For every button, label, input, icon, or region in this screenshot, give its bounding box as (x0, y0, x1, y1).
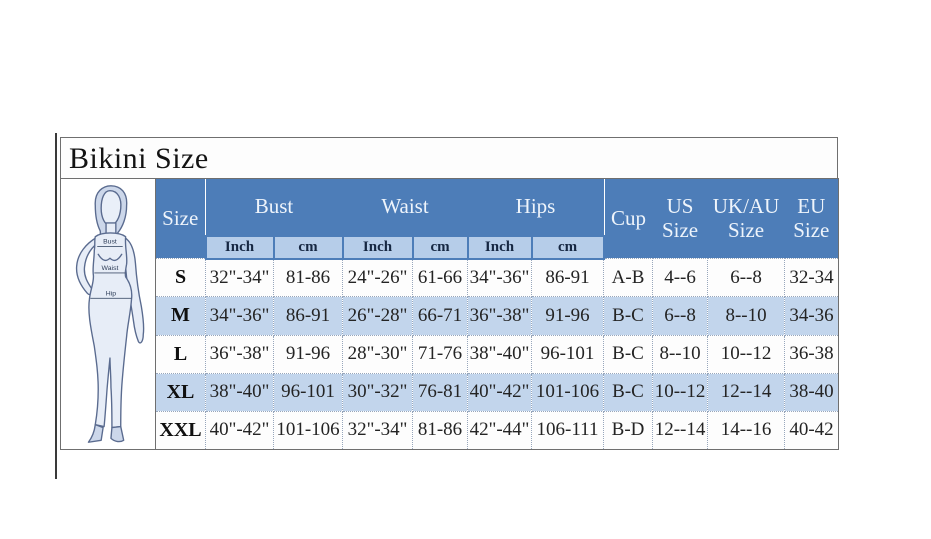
figure-label-hip: Hip (105, 290, 117, 298)
cell-hips-cm: 86-91 (532, 259, 604, 297)
figure-label-bust: Bust (103, 238, 117, 246)
subheader-hips-inch: Inch (468, 236, 532, 259)
col-header-us-size: US Size (653, 179, 708, 259)
cell-ukau-size: 12--14 (708, 373, 785, 411)
col-header-ukau-size: UK/AU Size (708, 179, 785, 259)
cell-us-size: 12--14 (653, 411, 708, 449)
col-header-hips: Hips (468, 179, 604, 236)
cell-ukau-size: 6--8 (708, 259, 785, 297)
cell-cup: B-D (604, 411, 653, 449)
figure-body (89, 233, 132, 428)
figure-face (101, 191, 121, 226)
cell-waist-inch: 26"-28" (343, 297, 413, 335)
cell-us-size: 8--10 (653, 335, 708, 373)
cell-bust-inch: 38"-40" (206, 373, 274, 411)
cell-hips-inch: 38"-40" (468, 335, 532, 373)
cell-hips-inch: 36"-38" (468, 297, 532, 335)
cell-size: S (156, 259, 206, 297)
table-row-xxl (61, 411, 839, 449)
cell-cup: B-C (604, 297, 653, 335)
size-chart-panel (60, 137, 838, 450)
cell-us-size: 10--12 (653, 373, 708, 411)
cell-bust-inch: 32"-34" (206, 259, 274, 297)
table-row-xl (61, 373, 839, 411)
cell-hips-inch: 40"-42" (468, 373, 532, 411)
cell-hips-cm: 96-101 (532, 335, 604, 373)
col-header-waist: Waist (343, 179, 468, 236)
cell-eu-size: 40-42 (785, 411, 839, 449)
bikini-size-table (60, 178, 839, 450)
cell-size: L (156, 335, 206, 373)
col-header-bust: Bust (206, 179, 343, 236)
cell-waist-inch: 28"-30" (343, 335, 413, 373)
subheader-waist-cm: cm (413, 236, 468, 259)
cell-bust-cm: 91-96 (274, 335, 343, 373)
cell-waist-cm: 61-66 (413, 259, 468, 297)
col-header-cup: Cup (604, 179, 653, 259)
left-vertical-line (55, 133, 57, 479)
cell-waist-inch: 30"-32" (343, 373, 413, 411)
subheader-waist-inch: Inch (343, 236, 413, 259)
cell-hips-inch: 34"-36" (468, 259, 532, 297)
cell-eu-size: 38-40 (785, 373, 839, 411)
cell-bust-cm: 96-101 (274, 373, 343, 411)
cell-waist-cm: 81-86 (413, 411, 468, 449)
cell-eu-size: 32-34 (785, 259, 839, 297)
cell-bust-cm: 81-86 (274, 259, 343, 297)
cell-eu-size: 36-38 (785, 335, 839, 373)
table-row-m (61, 297, 839, 335)
subheader-hips-cm: cm (532, 236, 604, 259)
col-header-eu-size: EU Size (785, 179, 839, 259)
cell-waist-cm: 76-81 (413, 373, 468, 411)
figure-label-waist: Waist (101, 264, 119, 272)
subheader-bust-cm: cm (274, 236, 343, 259)
cell-waist-cm: 66-71 (413, 297, 468, 335)
cell-ukau-size: 10--12 (708, 335, 785, 373)
body-measurement-figure (62, 180, 155, 448)
table-row-l (61, 335, 839, 373)
cell-bust-inch: 40"-42" (206, 411, 274, 449)
cell-us-size: 6--8 (653, 297, 708, 335)
cell-hips-cm: 106-111 (532, 411, 604, 449)
cell-bust-cm: 86-91 (274, 297, 343, 335)
figure-foot-right (111, 427, 124, 442)
col-header-size: Size (156, 179, 206, 259)
cell-size: XXL (156, 411, 206, 449)
figure-foot-left (88, 425, 103, 443)
chart-title: Bikini Size (60, 137, 838, 178)
cell-waist-inch: 24"-26" (343, 259, 413, 297)
cell-hips-cm: 101-106 (532, 373, 604, 411)
cell-hips-inch: 42"-44" (468, 411, 532, 449)
cell-bust-inch: 36"-38" (206, 335, 274, 373)
cell-ukau-size: 8--10 (708, 297, 785, 335)
cell-size: M (156, 297, 206, 335)
cell-cup: B-C (604, 373, 653, 411)
cell-hips-cm: 91-96 (532, 297, 604, 335)
cell-bust-cm: 101-106 (274, 411, 343, 449)
cell-cup: B-C (604, 335, 653, 373)
cell-size: XL (156, 373, 206, 411)
cell-waist-inch: 32"-34" (343, 411, 413, 449)
cell-us-size: 4--6 (653, 259, 708, 297)
subheader-bust-inch: Inch (206, 236, 274, 259)
cell-bust-inch: 34"-36" (206, 297, 274, 335)
cell-cup: A-B (604, 259, 653, 297)
cell-eu-size: 34-36 (785, 297, 839, 335)
table-row-s (61, 259, 839, 297)
cell-waist-cm: 71-76 (413, 335, 468, 373)
cell-ukau-size: 14--16 (708, 411, 785, 449)
measurement-figure-cell (61, 179, 156, 450)
